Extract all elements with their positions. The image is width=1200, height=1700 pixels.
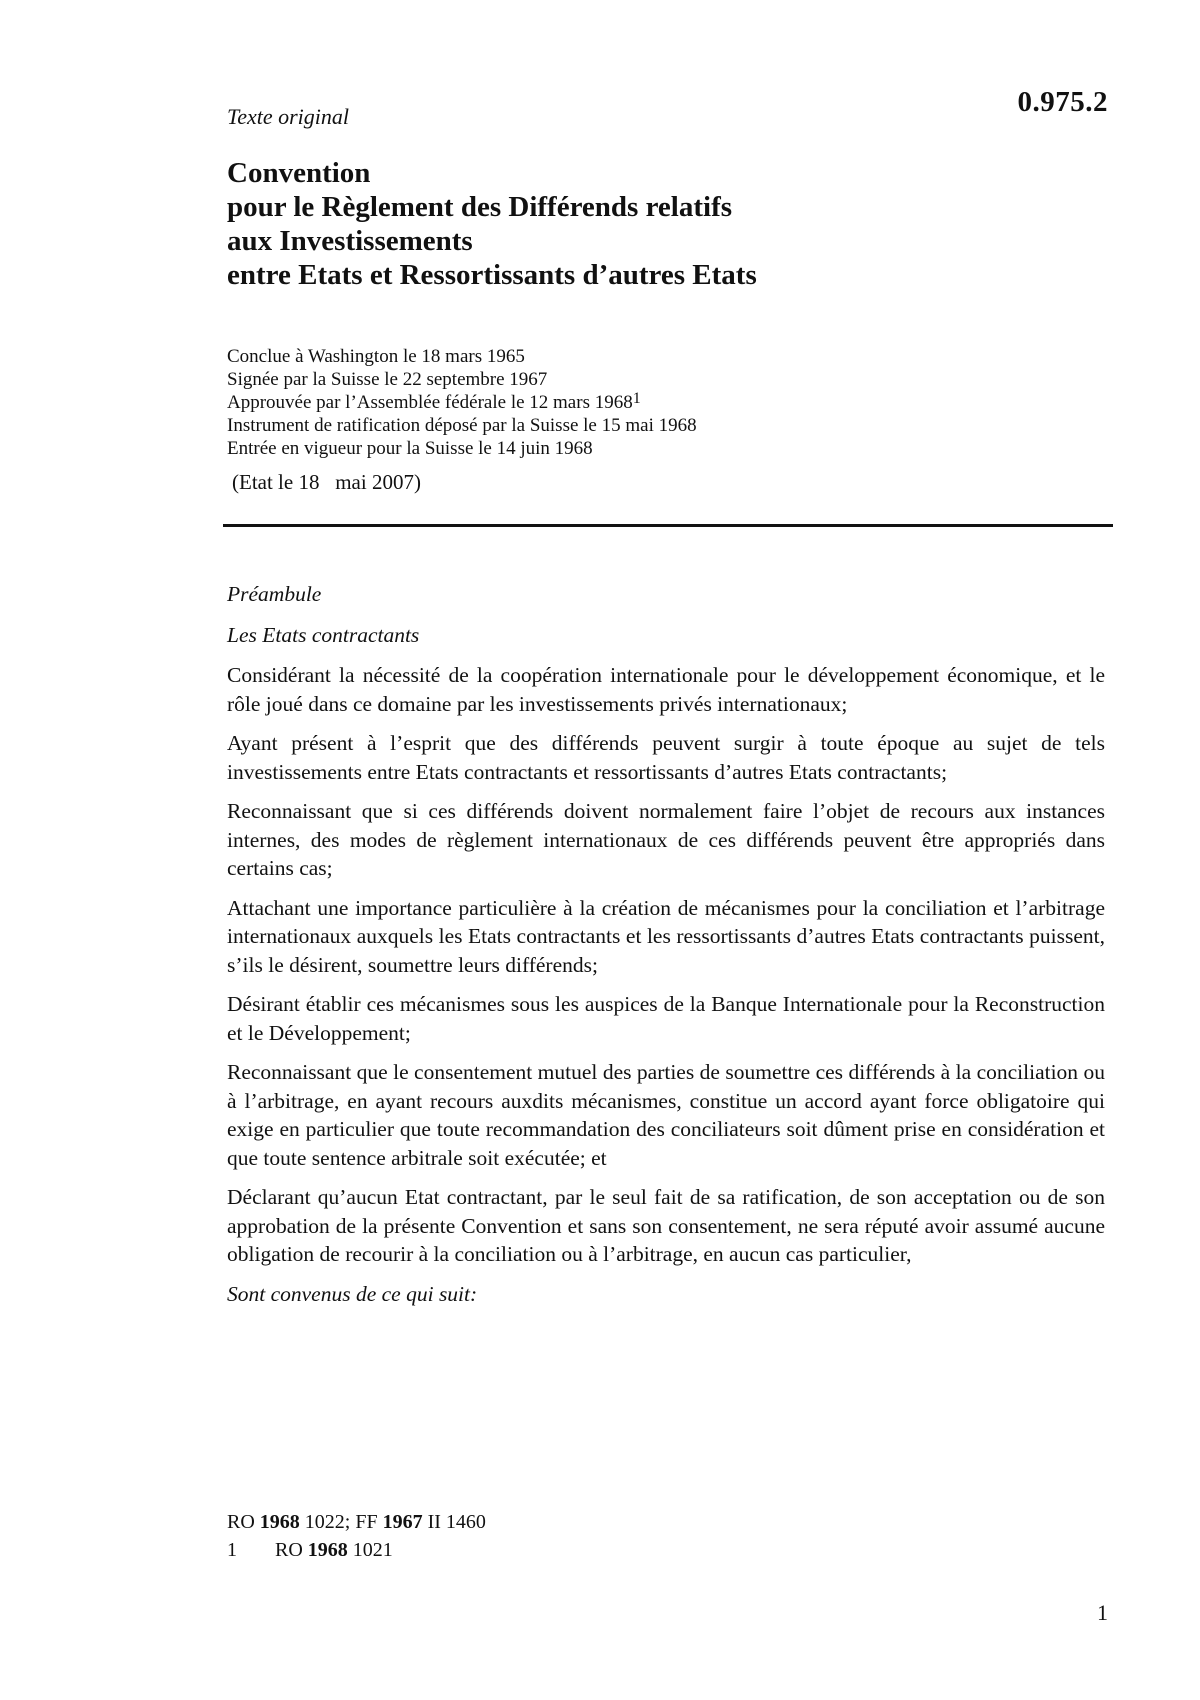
preamble-paragraph: Attachant une importance particulière à la création de mécanismes pour la conciliation et l’arbitrage internationaux auxquels les Etats contractants et les ressortissants d’autres Etats contractants puissent, s’ils le désirent, soumettre leurs différends; — [227, 895, 1105, 977]
original-text-label: Texte original — [227, 104, 350, 129]
preamble-heading: Préambule — [227, 582, 322, 606]
title-line: pour le Règlement des Différends relatifs — [227, 191, 733, 223]
title-line: aux Investissements — [227, 225, 473, 257]
preamble-paragraph: Considérant la nécessité de la coopération internationale pour le développement économique, et le rôle joué dans ce domaine par les investissements privés internationaux; — [227, 663, 1105, 716]
approved-date — [227, 391, 697, 414]
document-title — [227, 156, 757, 292]
preamble-paragraph: Désirant établir ces mécanismes sous les auspices de la Banque Internationale pour la Reconstruction et le Développement; — [227, 992, 1105, 1045]
title-line: entre Etats et Ressortissants d’autres Etats — [227, 259, 757, 291]
footnotes — [227, 1508, 486, 1564]
state-date: (Etat le 18 mai 2007) — [232, 470, 421, 494]
header-divider — [223, 524, 1113, 527]
footnote-number: 1 — [227, 1539, 237, 1561]
preamble-subheading: Les Etats contractants — [227, 622, 420, 647]
convention-metadata — [227, 345, 697, 460]
preamble-section — [227, 580, 1105, 1308]
ro-rest: 1022; FF — [299, 1511, 383, 1533]
page-number: 1 — [1097, 1600, 1108, 1625]
preamble-paragraph: Reconnaissant que le consentement mutuel des parties de soumettre ces différends à la conciliation ou à l’arbitrage, en ayant recours auxdits mécanismes, constitue un accord ayant force obligatoire qui exige en particulier que toute recommandation des conciliateurs soit dûment prise en considération et que toute sentence arbitrale soit exécutée; et — [227, 1060, 1105, 1170]
footnote-ref: 1 — [632, 390, 641, 407]
ro-prefix: RO — [227, 1511, 260, 1533]
ff-rest: II 1460 — [422, 1511, 486, 1533]
ff-year: 1967 — [382, 1511, 423, 1533]
sr-number: 0.975.2 — [1017, 86, 1108, 118]
preamble-closing: Sont convenus de ce qui suit: — [227, 1281, 478, 1306]
ro-year: 1968 — [259, 1511, 300, 1533]
fn1-rest: 1021 — [347, 1539, 393, 1561]
ratification-date: Instrument de ratification déposé par la Suisse le 15 mai 1968 — [227, 415, 697, 436]
signed-date: Signée par la Suisse le 22 septembre 1967 — [227, 369, 548, 390]
approved-text: Approuvée par l’Assemblée fédérale le 12 mars 1968 — [227, 392, 633, 413]
fn1-year: 1968 — [307, 1539, 348, 1561]
title-line: Convention — [227, 157, 371, 189]
concluded-date: Conclue à Washington le 18 mars 1965 — [227, 346, 525, 367]
fn1-prefix: RO — [275, 1539, 308, 1561]
footnote-1 — [227, 1536, 486, 1564]
source-reference — [227, 1508, 486, 1536]
entry-into-force-date: Entrée en vigueur pour la Suisse le 14 juin 1968 — [227, 438, 593, 459]
preamble-paragraph: Ayant présent à l’esprit que des différends peuvent surgir à toute époque au sujet de tels investissements entre Etats contractants et ressortissants d’autres Etats contractants; — [227, 731, 1105, 784]
preamble-paragraph: Reconnaissant que si ces différends doivent normalement faire l’objet de recours aux instances internes, des modes de règlement internationaux de ces différends peuvent être appropriés dans certains cas; — [227, 799, 1105, 880]
preamble-paragraph: Déclarant qu’aucun Etat contractant, par le seul fait de sa ratification, de son acceptation ou de son approbation de la présente Convention et sans son consentement, ne sera réputé avoir assumé aucune obligation de recourir à la conciliation ou à l’arbitrage, en aucun cas particulier, — [227, 1185, 1105, 1266]
